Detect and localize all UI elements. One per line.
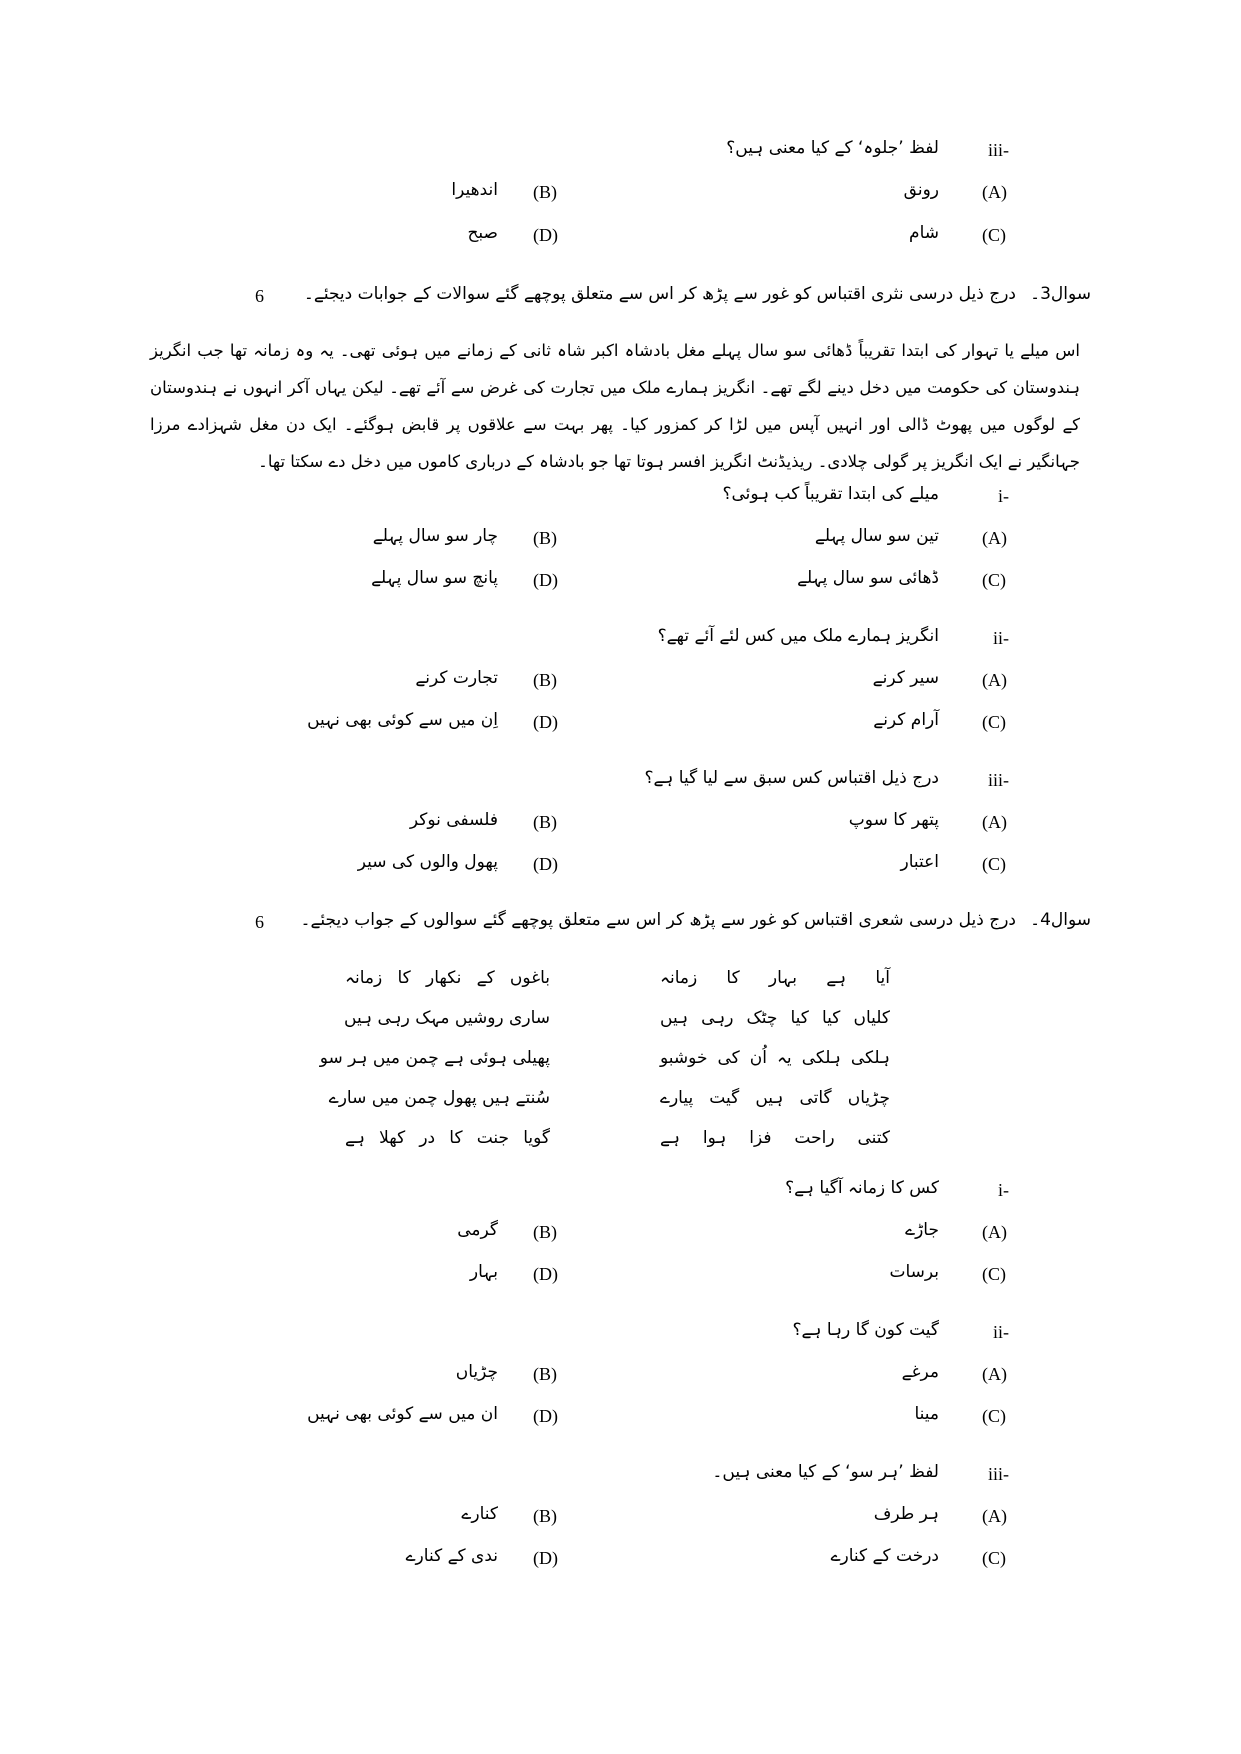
question-number: iii- xyxy=(988,140,1009,160)
option-text: اِن میں سے کوئی بھی نہیں xyxy=(307,710,498,730)
question-number: ii- xyxy=(993,628,1009,648)
poem-line: باغوں کے نکھار کا زمانہ xyxy=(345,968,550,988)
option-letter: (B) xyxy=(533,670,557,690)
option-text: تین سو سال پہلے xyxy=(814,526,939,546)
option-letter: (C) xyxy=(982,1406,1006,1426)
option-letter: (A) xyxy=(982,1222,1007,1242)
option-letter: (A) xyxy=(982,182,1007,202)
option-letter: (D) xyxy=(533,570,558,590)
option-letter: (C) xyxy=(982,570,1006,590)
option-letter: (D) xyxy=(533,1548,558,1568)
option-letter: (A) xyxy=(982,1506,1007,1526)
option-text: اندھیرا xyxy=(451,180,498,200)
option-text: مینا xyxy=(914,1404,939,1424)
option-letter: (A) xyxy=(982,1364,1007,1384)
poem-line: ہلکی ہلکی یہ اُن کی خوشبو xyxy=(660,1048,890,1068)
option-letter: (D) xyxy=(533,1406,558,1426)
option-letter: (C) xyxy=(982,1264,1006,1284)
question-text: انگریز ہمارے ملک میں کس لئے آئے تھے؟ xyxy=(657,626,939,646)
option-text: پھول والوں کی سیر xyxy=(357,852,498,872)
option-text: پانچ سو سال پہلے xyxy=(371,568,498,588)
option-text: ڈھائی سو سال پہلے xyxy=(797,568,939,588)
question-text: میلے کی ابتدا تقریباً کب ہوئی؟ xyxy=(722,484,939,504)
option-text: رونق xyxy=(903,180,939,200)
option-letter: (C) xyxy=(982,854,1006,874)
poem-line: چڑیاں گاتی ہیں گیت پیارے xyxy=(660,1088,890,1108)
option-letter: (B) xyxy=(533,1506,557,1526)
option-letter: (A) xyxy=(982,670,1007,690)
question-number: i- xyxy=(998,486,1009,506)
option-letter: (B) xyxy=(533,1222,557,1242)
question-text: لفظ ’جلوہ‘ کے کیا معنی ہیں؟ xyxy=(726,138,939,158)
question-number: ii- xyxy=(993,1322,1009,1342)
option-text: برسات xyxy=(889,1262,939,1282)
question-text: لفظ ’ہر سو‘ کے کیا معنی ہیں۔ xyxy=(712,1462,939,1482)
poem-line: ساری روشیں مہک رہی ہیں xyxy=(344,1008,550,1028)
option-text: آرام کرنے xyxy=(873,710,939,730)
question-number: i- xyxy=(998,1180,1009,1200)
option-letter: (C) xyxy=(982,1548,1006,1568)
option-text: اعتبار xyxy=(900,852,939,872)
option-text: گرمی xyxy=(457,1220,498,1240)
option-letter: (A) xyxy=(982,528,1007,548)
option-text: جاڑے xyxy=(905,1220,939,1240)
option-letter: (A) xyxy=(982,812,1007,832)
option-letter: (D) xyxy=(533,854,558,874)
poem-line: کلیاں کیا کیا چٹک رہی ہیں xyxy=(660,1008,890,1028)
option-text: درخت کے کنارے xyxy=(830,1546,939,1566)
option-text: تجارت کرنے xyxy=(415,668,498,688)
option-letter: (D) xyxy=(533,1264,558,1284)
option-text: شام xyxy=(909,223,939,243)
option-text: چڑیاں xyxy=(455,1362,498,1382)
option-text: پتھر کا سوپ xyxy=(848,810,939,830)
option-letter: (B) xyxy=(533,528,557,548)
question-text: درج ذیل اقتباس کس سبق سے لیا گیا ہے؟ xyxy=(644,768,939,788)
option-letter: (B) xyxy=(533,812,557,832)
prose-passage: اس میلے یا تہوار کی ابتدا تقریباً ڈھائی سو سال پہلے مغل بادشاہ اکبر شاہ ثانی کے زمانے میں ہوئی تھی۔ یہ وہ زمانہ تھا جب انگریز ہندوستان کی حکومت میں دخل دینے لگے تھے۔ انگریز ہمارے ملک میں تجارت کی غرض سے آئے تھے۔ لیکن یہاں آکر انہوں نے ہندوستان کے لوگوں میں پھوٹ ڈالی اور انہیں آپس میں لڑا کر کمزور کیا۔ پھر بہت سے علاقوں پر قابض ہوگئے۔ ایک دن مغل شہزادے مرزا جہانگیر نے ایک انگریز پر گولی چلادی۔ ریذیڈنٹ انگریز افسر ہوتا تھا جو بادشاہ کے درباری کاموں میں دخل دے سکتا تھا۔ xyxy=(150,341,1080,471)
question-instruction: درج ذیل درسی نثری اقتباس کو غور سے پڑھ کر اس سے متعلق پوچھے گئے سوالات کے جوابات دیجئے۔ xyxy=(303,284,1016,304)
option-letter: (B) xyxy=(533,1364,557,1384)
question-marks: 6 xyxy=(255,912,264,932)
question-label: سوال4۔ xyxy=(1030,910,1091,930)
poem-line: کتنی راحت فزا ہوا ہے xyxy=(660,1128,890,1148)
poem-line: آیا ہے بہار کا زمانہ xyxy=(660,968,890,988)
question-text: گیت کون گا رہا ہے؟ xyxy=(792,1320,939,1340)
question-number: iii- xyxy=(988,770,1009,790)
option-text: فلسفی نوکر xyxy=(409,810,498,830)
option-text: ان میں سے کوئی بھی نہیں xyxy=(307,1404,498,1424)
poem-line: پھیلی ہوئی ہے چمن میں ہر سو xyxy=(319,1048,550,1068)
option-letter: (D) xyxy=(533,225,558,245)
question-marks: 6 xyxy=(255,286,264,306)
option-text: ندی کے کنارے xyxy=(405,1546,498,1566)
option-text: چار سو سال پہلے xyxy=(372,526,498,546)
option-letter: (B) xyxy=(533,182,557,202)
option-letter: (D) xyxy=(533,712,558,732)
question-instruction: درج ذیل درسی شعری اقتباس کو غور سے پڑھ کر اس سے متعلق پوچھے گئے سوالوں کے جواب دیجئے۔ xyxy=(300,910,1016,930)
poem-line: گویا جنت کا در کھلا ہے xyxy=(345,1128,550,1148)
question-label: سوال3۔ xyxy=(1030,284,1091,304)
option-letter: (C) xyxy=(982,225,1006,245)
question-text: کس کا زمانہ آگیا ہے؟ xyxy=(785,1178,939,1198)
option-text: ہر طرف xyxy=(873,1504,939,1524)
question-number: iii- xyxy=(988,1464,1009,1484)
option-text: صبح xyxy=(467,223,498,243)
option-letter: (C) xyxy=(982,712,1006,732)
poem-line: سُنتے ہیں پھول چمن میں سارے xyxy=(328,1088,550,1108)
option-text: کنارے xyxy=(461,1504,498,1524)
option-text: بہار xyxy=(469,1262,498,1282)
option-text: سیر کرنے xyxy=(872,668,939,688)
option-text: مرغے xyxy=(901,1362,939,1382)
